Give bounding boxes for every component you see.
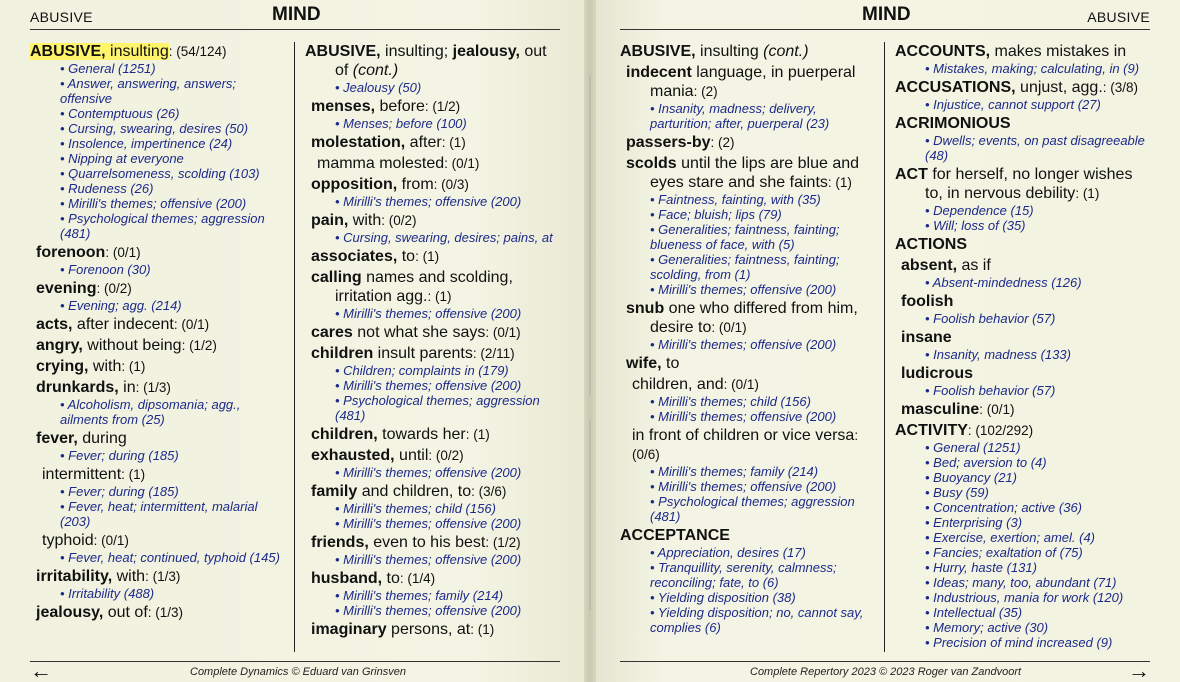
- rubric-drunkards[interactable]: drunkards, in: (1/3): [36, 379, 171, 396]
- rubric-acrimonious[interactable]: ACRIMONIOUS: [895, 115, 1011, 132]
- xref-link[interactable]: • Mirilli's themes; family (214): [650, 464, 819, 479]
- xref-link[interactable]: • Forenoon (30): [60, 262, 151, 277]
- xref-link[interactable]: • Buoyancy (21): [925, 470, 1017, 485]
- xref-link[interactable]: • Memory; active (30): [925, 620, 1049, 635]
- rubric-exhausted[interactable]: exhausted, until: (0/2): [311, 447, 464, 464]
- rubric-husband[interactable]: husband, to: (1/4): [311, 570, 436, 587]
- column-3: [620, 42, 875, 635]
- xref-link[interactable]: • Mirilli's themes; offensive (200): [335, 378, 522, 393]
- rubric-absent[interactable]: absent, as if: [901, 257, 991, 274]
- xref-link[interactable]: • Jealousy (50): [335, 80, 422, 95]
- xref-link[interactable]: • Faintness, fainting, with (35): [650, 192, 821, 207]
- rubric-acceptance[interactable]: ACCEPTANCE: [620, 527, 730, 544]
- rubric-forenoon[interactable]: forenoon: (0/1): [36, 244, 141, 261]
- xref-link[interactable]: • Psychological themes; aggression (481): [335, 393, 540, 423]
- rubric-ludicrous[interactable]: ludicrous: [901, 365, 974, 382]
- rubric-continued-heading: ABUSIVE, insulting (cont.): [620, 43, 809, 60]
- xref-link[interactable]: • Fever; during (185): [60, 448, 179, 463]
- rubric-menses[interactable]: menses, before: (1/2): [311, 98, 461, 115]
- rubric-evening[interactable]: evening: (0/2): [36, 280, 132, 297]
- xref-link[interactable]: • Generalities; faintness, fainting; blueness of face, with (5): [650, 222, 840, 252]
- xref-link[interactable]: • Mirilli's themes; offensive (200): [335, 194, 522, 209]
- rubric-masculine[interactable]: masculine: (0/1): [901, 401, 1015, 418]
- rubric-fever[interactable]: fever, during: [36, 430, 127, 447]
- chapter-title-right: MIND: [862, 4, 911, 25]
- rubric-children-insult[interactable]: children insult parents: (2/11): [311, 345, 515, 362]
- xref-link[interactable]: • Will; loss of (35): [925, 218, 1026, 233]
- rubric-continued-line2: of (cont.): [335, 62, 399, 79]
- column-4: [895, 42, 1153, 650]
- rubric-typhoid[interactable]: typhoid: (0/1): [42, 532, 129, 549]
- rubric-associates[interactable]: associates, to: (1): [311, 248, 440, 265]
- arrow-right-icon[interactable]: →: [1128, 658, 1150, 682]
- xref-link[interactable]: • Ideas; many, too, abundant (71): [925, 575, 1117, 590]
- xref-link[interactable]: • Evening; agg. (214): [60, 298, 182, 313]
- rubric-friends[interactable]: friends, even to his best: (1/2): [311, 534, 521, 551]
- xref-link[interactable]: • Mirilli's themes; offensive (200): [650, 409, 837, 424]
- rubric-children-towards[interactable]: children, towards her: (1): [311, 426, 490, 443]
- xref-link[interactable]: • Contemptuous (26): [60, 106, 180, 121]
- footer-rule-right: [620, 661, 1150, 662]
- xref-link[interactable]: • Injustice, cannot support (27): [925, 97, 1101, 112]
- rubric-cares[interactable]: cares not what she says: (0/1): [311, 324, 521, 341]
- xref-link[interactable]: • Foolish behavior (57): [925, 311, 1056, 326]
- xref-link[interactable]: • Foolish behavior (57): [925, 383, 1056, 398]
- rubric-angry[interactable]: angry, without being: (1/2): [36, 337, 217, 354]
- xref-link[interactable]: • Rudeness (26): [60, 181, 154, 196]
- xref-link[interactable]: • Fever; during (185): [60, 484, 179, 499]
- xref-link[interactable]: • Mirilli's themes; family (214): [335, 588, 504, 603]
- rubric-mamma-molested[interactable]: mamma molested: (0/1): [317, 155, 480, 172]
- rubric-passers-by[interactable]: passers-by: (2): [626, 134, 735, 151]
- chapter-title-left: MIND: [272, 4, 321, 25]
- xref-link[interactable]: • Mirilli's themes; offensive (200): [335, 306, 522, 321]
- xref-link[interactable]: • Concentration; active (36): [925, 500, 1083, 515]
- rubric-accusations[interactable]: ACCUSATIONS, unjust, agg.: (3/8): [895, 79, 1139, 96]
- rubric-wife-children[interactable]: children, and: (0/1): [632, 376, 759, 393]
- column-2: [305, 42, 565, 639]
- rubric-insane[interactable]: insane: [901, 329, 952, 346]
- xref-link[interactable]: • Mirilli's themes; offensive (200): [335, 603, 522, 618]
- xref-link[interactable]: • General (1251): [925, 440, 1021, 455]
- xref-link[interactable]: • Cursing, swearing, desires (50): [60, 121, 249, 136]
- xref-link[interactable]: • Dwells; events, on past disagreeable (48): [925, 133, 1145, 163]
- xref-link[interactable]: • Yielding disposition (38): [650, 590, 796, 605]
- xref-link[interactable]: • Busy (59): [925, 485, 989, 500]
- rubric-scolds-line2: eyes stare and she faints: (1): [650, 174, 852, 191]
- xref-link[interactable]: • Mirilli's themes; offensive (200): [335, 465, 522, 480]
- rubric-imaginary[interactable]: imaginary persons, at: (1): [311, 621, 495, 638]
- xref-link[interactable]: • Intellectual (35): [925, 605, 1023, 620]
- right-page-header: [620, 0, 1150, 30]
- xref-link[interactable]: • Nipping at everyone: [60, 151, 184, 166]
- rubric-indecent[interactable]: indecent language, in puerperal: [626, 64, 856, 81]
- rubric-act[interactable]: ACT for herself, no longer wishes: [895, 166, 1133, 183]
- rubric-irritability[interactable]: irritability, with: (1/3): [36, 568, 181, 585]
- rubric-indecent-line2: mania: (2): [650, 83, 718, 100]
- xref-link[interactable]: • General (1251): [60, 61, 156, 76]
- xref-link[interactable]: • Mirilli's themes; offensive (200): [650, 479, 837, 494]
- xref-link[interactable]: • Bed; aversion to (4): [925, 455, 1047, 470]
- xref-link[interactable]: • Industrious, mania for work (120): [925, 590, 1124, 605]
- rubric-activity[interactable]: ACTIVITY: (102/292): [895, 422, 1034, 439]
- xref-link[interactable]: • Menses; before (100): [335, 116, 467, 131]
- xref-link[interactable]: • Mirilli's themes; child (156): [335, 501, 496, 516]
- column-1: [30, 42, 280, 622]
- running-head-left: ABUSIVE: [30, 9, 93, 25]
- rubric-continued-heading: ABUSIVE, insulting; jealousy, out: [305, 43, 547, 60]
- rubric-wife-in-front[interactable]: in front of children or vice versa: (0/6): [632, 427, 859, 462]
- xref-link[interactable]: • Irritability (488): [60, 586, 155, 601]
- xref-link[interactable]: • Enterprising (3): [925, 515, 1023, 530]
- xref-link[interactable]: • Children; complaints in (179): [335, 363, 509, 378]
- xref-link[interactable]: • Answer, answering, answers; offensive: [60, 76, 237, 106]
- rubric-actions[interactable]: ACTIONS: [895, 236, 967, 253]
- rubric-calling-line2: irritation agg.: (1): [335, 288, 452, 305]
- xref-link[interactable]: • Mirilli's themes; child (156): [650, 394, 811, 409]
- scroll-track-left[interactable]: [589, 75, 591, 395]
- xref-link[interactable]: • Psychological themes; aggression (481): [60, 211, 265, 241]
- xref-link[interactable]: • Alcoholism, dipsomania; agg., ailments from (25): [60, 397, 241, 427]
- footer-rule-left: [30, 661, 560, 662]
- rubric-pain[interactable]: pain, with: (0/2): [311, 212, 417, 229]
- xref-link[interactable]: • Yielding disposition; no, cannot say, complies (6): [650, 605, 864, 635]
- running-head-right: ABUSIVE: [1087, 9, 1150, 25]
- rubric-molestation[interactable]: molestation, after: (1): [311, 134, 466, 151]
- xref-link[interactable]: • Precision of mind increased (9): [925, 635, 1113, 650]
- rubric-family[interactable]: family and children, to: (3/6): [311, 483, 507, 500]
- xref-link[interactable]: • Insanity, madness; delivery, parturition; after, puerperal (23): [650, 101, 830, 131]
- xref-link[interactable]: • Mirilli's themes; offensive (200): [650, 337, 837, 352]
- rubric-snub[interactable]: snub one who differed from him,: [626, 300, 858, 317]
- xref-link[interactable]: • Mirilli's themes; offensive (200): [60, 196, 247, 211]
- left-page-header: [30, 0, 560, 30]
- xref-link[interactable]: • Mirilli's themes; offensive (200): [335, 516, 522, 531]
- xref-link[interactable]: • Quarrelsomeness, scolding (103): [60, 166, 260, 181]
- arrow-left-icon[interactable]: ←: [30, 658, 52, 682]
- xref-link[interactable]: • Insolence, impertinence (24): [60, 136, 233, 151]
- xref-link[interactable]: • Fancies; exaltation of (75): [925, 545, 1083, 560]
- xref-link[interactable]: • Fever, heat; continued, typhoid (145): [60, 550, 280, 565]
- footer-copyright-right: Complete Repertory 2023 © 2023 Roger van Zandvoort: [750, 666, 1022, 678]
- xref-link[interactable]: • Dependence (15): [925, 203, 1034, 218]
- xref-link[interactable]: • Appreciation, desires (17): [650, 545, 806, 560]
- xref-link[interactable]: • Insanity, madness (133): [925, 347, 1071, 362]
- rubric-jealousy[interactable]: jealousy, out of: (1/3): [36, 604, 184, 621]
- rubric-opposition[interactable]: opposition, from: (0/3): [311, 176, 469, 193]
- rubric-crying[interactable]: crying, with: (1): [36, 358, 146, 375]
- rubric-wife[interactable]: wife, to: [626, 355, 680, 372]
- xref-link[interactable]: • Absent-mindedness (126): [925, 275, 1082, 290]
- scroll-track-right[interactable]: [589, 420, 591, 610]
- xref-link[interactable]: • Psychological themes; aggression (481): [650, 494, 855, 524]
- xref-link[interactable]: • Fever, heat; intermittent, malarial (203): [60, 499, 258, 529]
- xref-link[interactable]: • Tranquillity, serenity, calmness; reconciling; fate, to (6): [650, 560, 837, 590]
- footer-copyright-left: Complete Dynamics © Eduard van Grinsven: [190, 666, 406, 678]
- column-divider: [294, 42, 295, 652]
- rubric-calling[interactable]: calling names and scolding,: [311, 269, 513, 286]
- rubric-foolish[interactable]: foolish: [901, 293, 954, 310]
- rubric-acts[interactable]: acts, after indecent: (0/1): [36, 316, 210, 333]
- xref-link[interactable]: • Hurry, haste (131): [925, 560, 1037, 575]
- rubric-act-line2: to, in nervous debility: (1): [925, 185, 1100, 202]
- xref-link[interactable]: • Cursing, swearing, desires; pains, at: [335, 230, 553, 245]
- xref-link[interactable]: • Generalities; faintness, fainting; scolding, from (1): [650, 252, 840, 282]
- rubric-accounts[interactable]: ACCOUNTS, makes mistakes in: [895, 43, 1127, 60]
- xref-link[interactable]: • Mirilli's themes; offensive (200): [335, 552, 522, 567]
- xref-link[interactable]: • Exercise, exertion; amel. (4): [925, 530, 1095, 545]
- xref-link[interactable]: • Face; bluish; lips (79): [650, 207, 782, 222]
- xref-link[interactable]: • Mistakes, making; calculating, in (9): [925, 61, 1140, 76]
- rubric-abusive[interactable]: ABUSIVE, insulting: (54/124): [30, 43, 227, 60]
- rubric-intermittent[interactable]: intermittent: (1): [42, 466, 146, 483]
- column-divider: [884, 42, 885, 652]
- rubric-scolds[interactable]: scolds until the lips are blue and: [626, 155, 860, 172]
- rubric-snub-line2: desire to: (0/1): [650, 319, 747, 336]
- xref-link[interactable]: • Mirilli's themes; offensive (200): [650, 282, 837, 297]
